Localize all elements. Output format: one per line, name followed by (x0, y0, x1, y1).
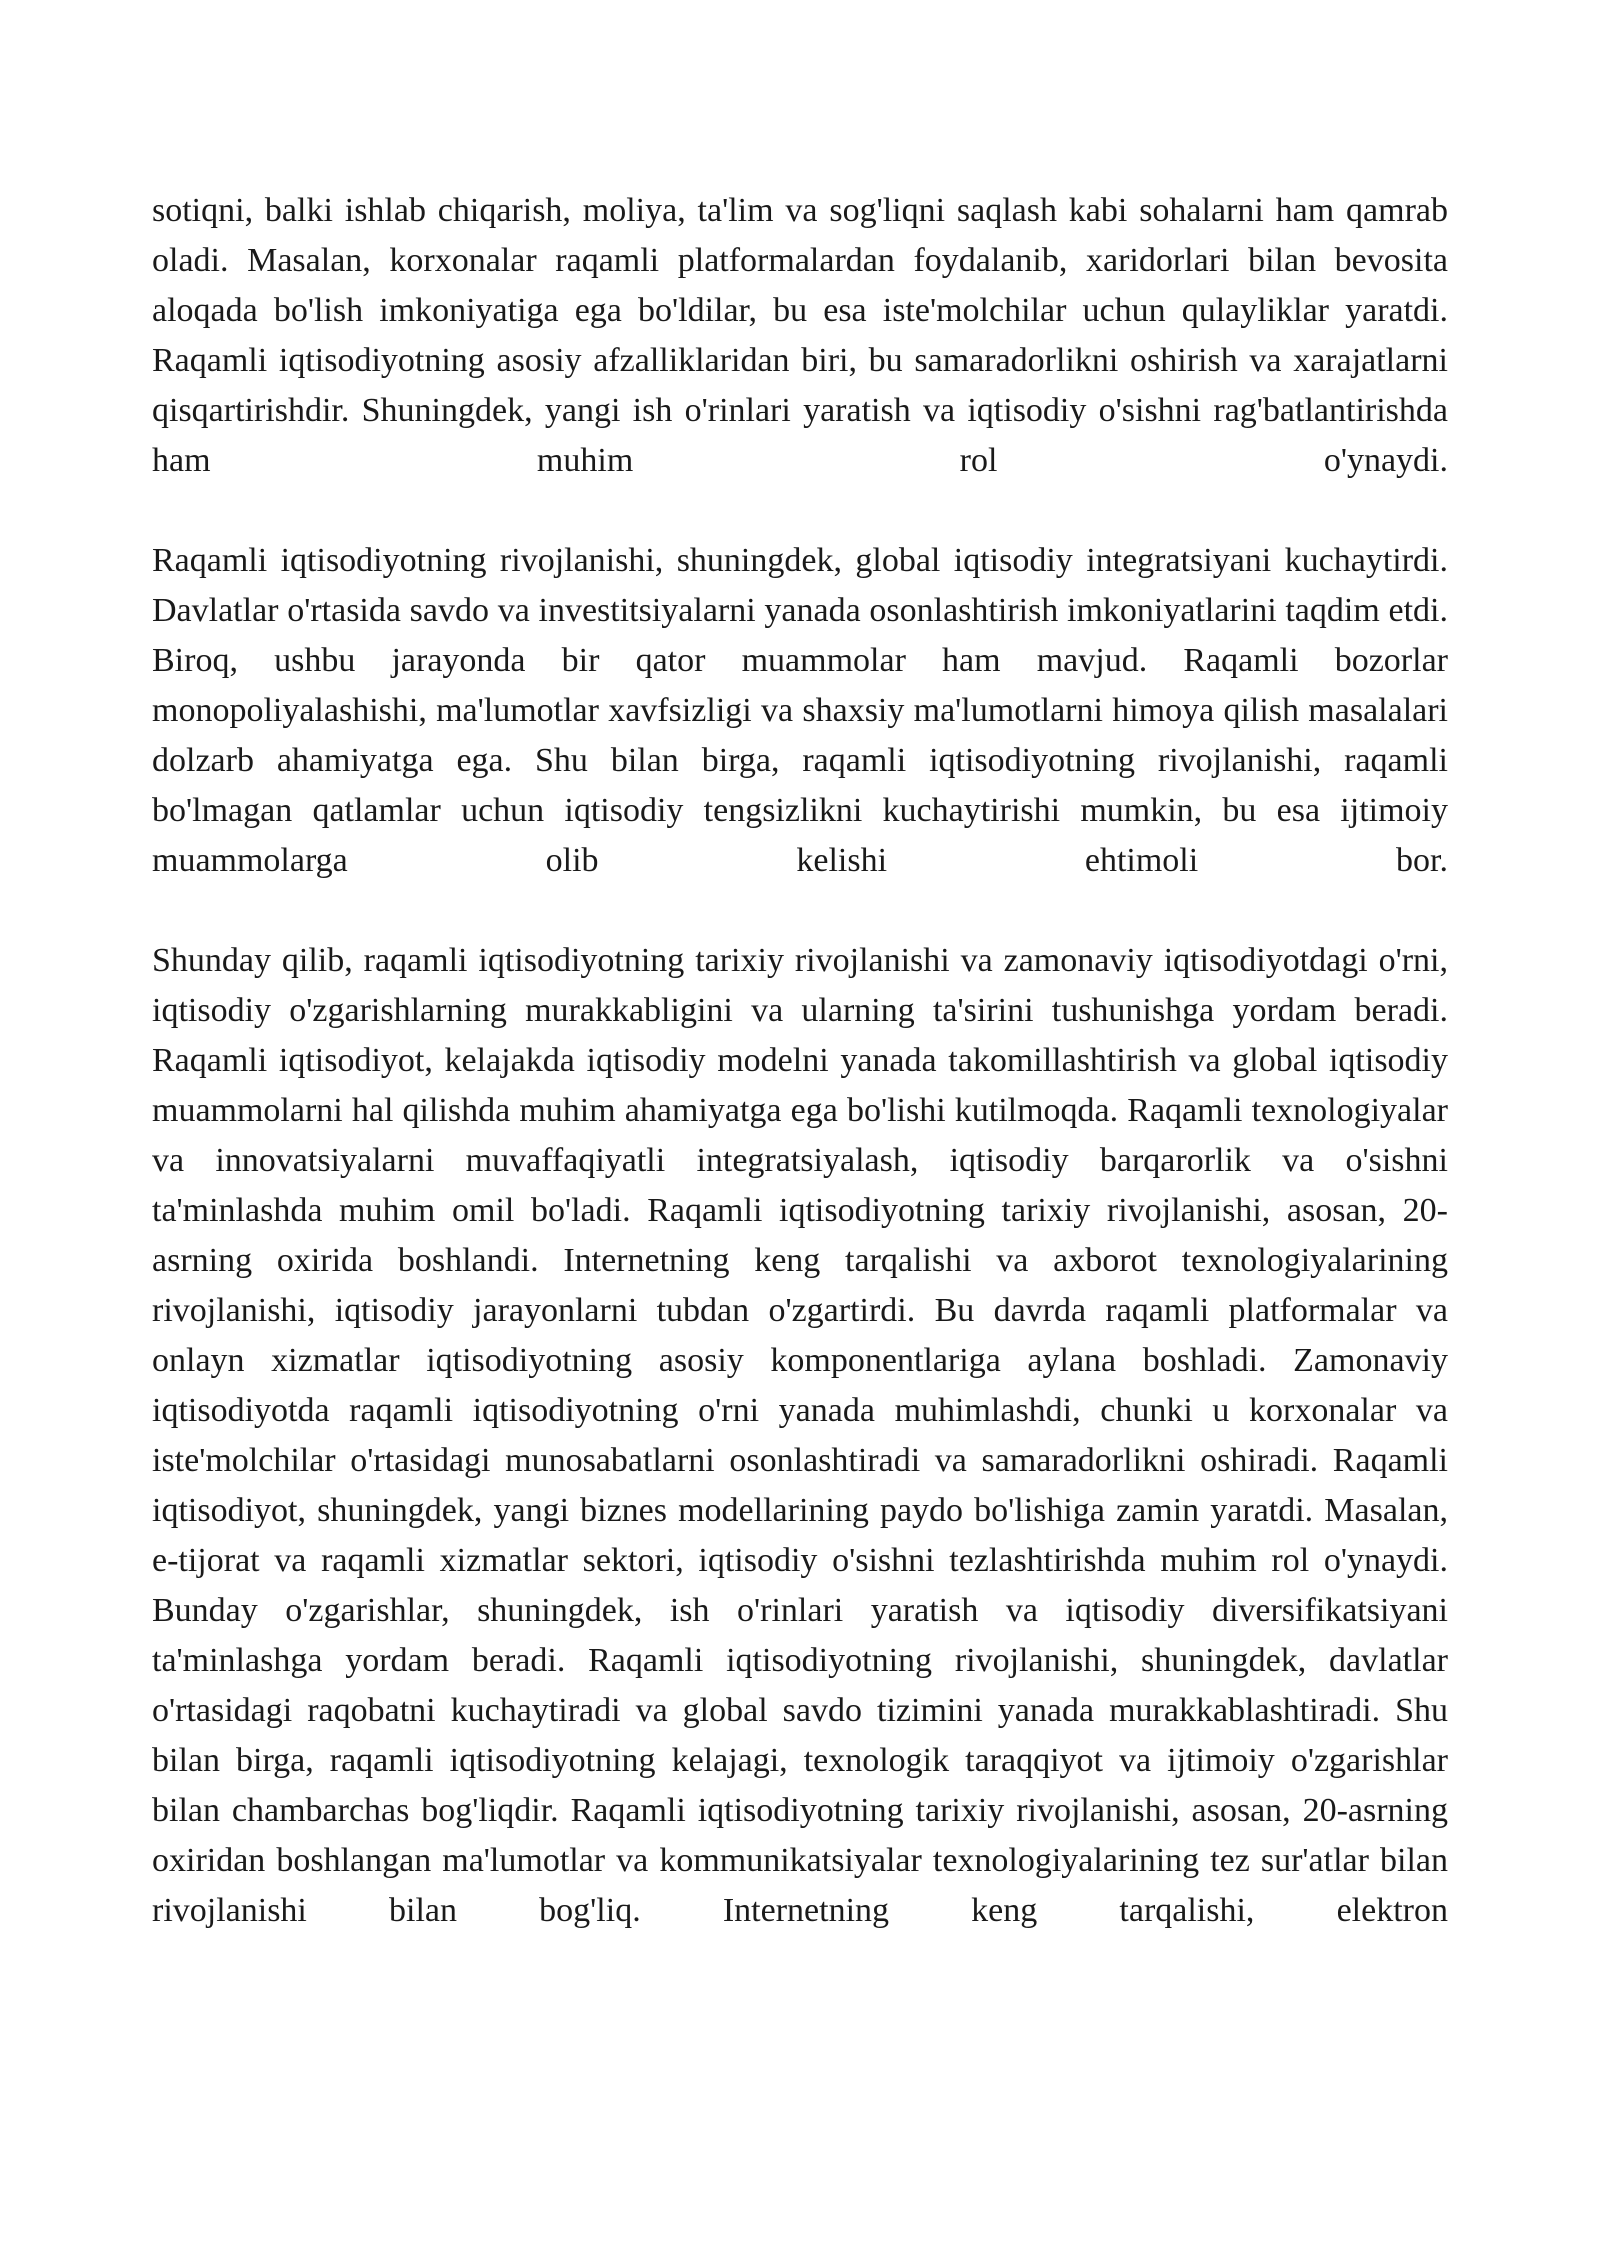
paragraph-2: Raqamli iqtisodiyotning rivojlanishi, shuningdek, global iqtisodiy integratsiyani kuchaytirdi. Davlatlar o'rtasida savdo va investitsiyalarni yanada osonlashtirish imkoniyatlarini taqdim etdi. Biroq, ushbu jarayonda bir qator muammolar ham mavjud. Raqamli bozorlar monopoliyalashishi, ma'lumotlar xavfsizligi va shaxsiy ma'lumotlarni himoya qilish masalalari dolzarb ahamiyatga ega. Shu bilan birga, raqamli iqtisodiyotning rivojlanishi, raqamli bo'lmagan qatlamlar uchun iqtisodiy tengsizlikni kuchaytirishi mumkin, bu esa ijtimoiy muammolarga olib kelishi ehtimoli bor. (152, 542, 1448, 879)
document-page (152, 186, 1448, 1936)
paragraph-1: sotiqni, balki ishlab chiqarish, moliya, ta'lim va sog'liqni saqlash kabi sohalarni ham qamrab oladi. Masalan, korxonalar raqamli platformalardan foydalanib, xaridorlari bilan bevosita aloqada bo'lish imkoniyatiga ega bo'ldilar, bu esa iste'molchilar uchun qulayliklar yaratdi. Raqamli iqtisodiyotning asosiy afzalliklaridan biri, bu samaradorlikni oshirish va xarajatlarni qisqartirishdir. Shuningdek, yangi ish o'rinlari yaratish va iqtisodiy o'sishni rag'batlantirishda ham muhim rol o'ynaydi. (152, 192, 1448, 479)
paragraph-3: Shunday qilib, raqamli iqtisodiyotning tarixiy rivojlanishi va zamonaviy iqtisodiyotdagi o'rni, iqtisodiy o'zgarishlarning murakkabligini va ularning ta'sirini tushunishga yordam beradi. Raqamli iqtisodiyot, kelajakda iqtisodiy modelni yanada takomillashtirish va global iqtisodiy muammolarni hal qilishda muhim ahamiyatga ega bo'lishi kutilmoqda. Raqamli texnologiyalar va innovatsiyalarni muvaffaqiyatli integratsiyalash, iqtisodiy barqarorlik va o'sishni ta'minlashda muhim omil bo'ladi. Raqamli iqtisodiyotning tarixiy rivojlanishi, asosan, 20-asrning oxirida boshlandi. Internetning keng tarqalishi va axborot texnologiyalarining rivojlanishi, iqtisodiy jarayonlarni tubdan o'zgartirdi. Bu davrda raqamli platformalar va onlayn xizmatlar iqtisodiyotning asosiy komponentlariga aylana boshladi. Zamonaviy iqtisodiyotda raqamli iqtisodiyotning o'rni yanada muhimlashdi, chunki u korxonalar va iste'molchilar o'rtasidagi munosabatlarni osonlashtiradi va samaradorlikni oshiradi. Raqamli iqtisodiyot, shuningdek, yangi biznes modellarining paydo bo'lishiga zamin yaratdi. Masalan, e-tijorat va raqamli xizmatlar sektori, iqtisodiy o'sishni tezlashtirishda muhim rol o'ynaydi. Bunday o'zgarishlar, shuningdek, ish o'rinlari yaratish va iqtisodiy diversifikatsiyani ta'minlashga yordam beradi. Raqamli iqtisodiyotning rivojlanishi, shuningdek, davlatlar o'rtasidagi raqobatni kuchaytiradi va global savdo tizimini yanada murakkablashtiradi. Shu bilan birga, raqamli iqtisodiyotning kelajagi, texnologik taraqqiyot va ijtimoiy o'zgarishlar bilan chambarchas bog'liqdir. Raqamli iqtisodiyotning tarixiy rivojlanishi, asosan, 20-asrning oxiridan boshlangan ma'lumotlar va kommunikatsiyalar texnologiyalarining tez sur'atlar bilan rivojlanishi bilan bog'liq. Internetning keng tarqalishi, elektron (152, 942, 1448, 1929)
